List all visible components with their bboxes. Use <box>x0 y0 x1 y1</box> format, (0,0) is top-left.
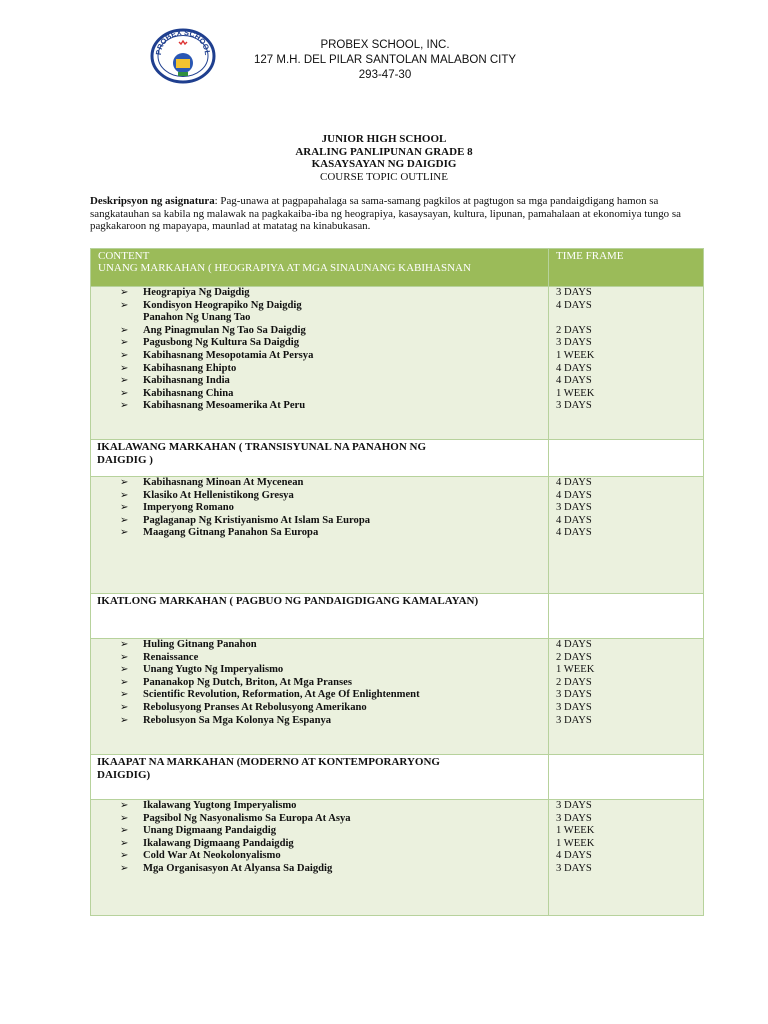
time-frame-value: 4 DAYS <box>556 299 592 311</box>
topic-text: Rebolusyon Sa Mga Kolonya Ng Espanya <box>143 714 332 726</box>
topic-item <box>91 400 548 413</box>
time-frame-value: 4 DAYS <box>556 489 592 501</box>
arrow-bullet-icon: ➢ <box>120 502 129 514</box>
topic-text: Renaissance <box>143 651 199 663</box>
topic-text: Paglaganap Ng Kristiyanismo At Islam Sa Europa <box>143 514 371 526</box>
time-frame-value: 4 DAYS <box>556 514 592 526</box>
topic-item <box>91 715 548 728</box>
q3-topics-cell <box>91 639 549 755</box>
topic-item <box>91 689 548 702</box>
heading-subject: ARALING PANLIPUNAN GRADE 8 <box>295 145 473 158</box>
topic-text: Kabihasnang Ehipto <box>143 362 237 374</box>
arrow-bullet-icon: ➢ <box>120 701 129 713</box>
topic-text: Unang Yugto Ng Imperyalismo <box>143 664 284 676</box>
arrow-bullet-icon: ➢ <box>120 812 129 824</box>
time-frame-value: 1 WEEK <box>556 837 595 849</box>
topic-text: Imperyong Romano <box>143 502 234 514</box>
q4-topics-cell <box>91 800 549 916</box>
q4-topics-row <box>91 800 704 916</box>
arrow-bullet-icon: ➢ <box>120 639 129 650</box>
topic-text: Klasiko At Hellenistikong Gresya <box>143 489 294 501</box>
arrow-bullet-icon: ➢ <box>120 349 129 361</box>
school-address: 127 M.H. DEL PILAR SANTOLAN MALABON CITY <box>253 54 517 66</box>
heading-outline: COURSE TOPIC OUTLINE <box>320 170 448 183</box>
time-frame-value: 3 DAYS <box>556 812 592 824</box>
time-frame-value: 3 DAYS <box>556 800 592 811</box>
q2-title-line1: IKALAWANG MARKAHAN ( TRANSISYUNAL NA PANAHON NG <box>97 441 427 453</box>
topic-item <box>91 850 548 863</box>
topic-text: Heograpiya Ng Daigdig <box>143 287 250 298</box>
topic-item <box>91 527 548 540</box>
topic-text: Scientific Revolution, Reformation, At Age Of Enlightenment <box>143 689 420 701</box>
q1-times-cell <box>549 287 704 440</box>
time-frame-value: 3 DAYS <box>556 862 592 874</box>
time-frame-value: 3 DAYS <box>556 502 592 514</box>
arrow-bullet-icon: ➢ <box>120 651 129 663</box>
topic-item <box>91 502 548 515</box>
topic-text: Unang Digmaang Pandaigdig <box>143 825 277 837</box>
arrow-bullet-icon: ➢ <box>120 714 129 726</box>
arrow-bullet-icon: ➢ <box>120 837 129 849</box>
topic-text: Rebolusyong Pranses At Rebolusyong Amerikano <box>143 701 367 713</box>
topic-item <box>91 300 548 313</box>
arrow-bullet-icon: ➢ <box>120 862 129 874</box>
arrow-bullet-icon: ➢ <box>120 287 129 298</box>
q4-title-empty-cell <box>549 755 704 800</box>
time-frame-value: 2 DAYS <box>556 676 592 688</box>
time-frame-value: 2 DAYS <box>556 651 592 663</box>
q4-title-cell <box>91 755 549 800</box>
topic-item <box>91 677 548 690</box>
time-frame-value: 3 DAYS <box>556 287 592 298</box>
time-frame-value: 1 WEEK <box>556 825 595 837</box>
time-frame-value: 4 DAYS <box>556 527 592 539</box>
arrow-bullet-icon: ➢ <box>120 375 129 387</box>
q4-title-line1: IKAAPAT NA MARKAHAN (MODERNO AT KONTEMPORARYONG <box>97 756 440 768</box>
arrow-bullet-icon: ➢ <box>120 527 129 539</box>
topic-text: Ikalawang Digmaang Pandaigdig <box>143 837 294 849</box>
topic-text: Maagang Gitnang Panahon Sa Europa <box>143 527 319 539</box>
topic-item <box>91 312 548 325</box>
arrow-bullet-icon: ➢ <box>120 477 129 488</box>
topic-item <box>91 639 548 652</box>
topic-text: Pagusbong Ng Kultura Sa Daigdig <box>143 337 299 349</box>
q3-topics-row <box>91 639 704 755</box>
time-frame-value: 4 DAYS <box>556 362 592 374</box>
content-header-cell <box>91 249 549 287</box>
q2-title-empty-cell <box>549 440 704 477</box>
topic-item <box>91 287 548 300</box>
topic-item <box>91 515 548 528</box>
time-frame-value: 4 DAYS <box>556 477 592 488</box>
topic-item <box>91 325 548 338</box>
school-name: PROBEX SCHOOL, INC. <box>320 39 450 51</box>
time-frame-value: 4 DAYS <box>556 375 592 387</box>
topic-text: Kabihasnang Mesoamerika At Peru <box>143 400 306 412</box>
topic-item <box>91 825 548 838</box>
q3-title-row <box>91 594 704 639</box>
q3-title: IKATLONG MARKAHAN ( PAGBUO NG PANDAIGDIGANG KAMALAYAN) <box>97 595 479 607</box>
time-frame-value: 1 WEEK <box>556 349 595 361</box>
timeframe-header: TIME FRAME <box>556 250 624 262</box>
topic-item <box>91 702 548 715</box>
topic-text: Kabihasnang China <box>143 387 234 399</box>
topic-item <box>91 664 548 677</box>
topic-text: Kondisyon Heograpiko Ng Daigdig <box>143 299 302 311</box>
heading-level: JUNIOR HIGH SCHOOL <box>321 133 447 145</box>
topic-item <box>91 838 548 851</box>
arrow-bullet-icon: ➢ <box>120 689 129 701</box>
arrow-bullet-icon: ➢ <box>120 387 129 399</box>
topic-text: Pagsibol Ng Nasyonalismo Sa Europa At Asya <box>143 812 351 824</box>
arrow-bullet-icon: ➢ <box>120 800 129 811</box>
topic-item <box>91 813 548 826</box>
topic-item <box>91 388 548 401</box>
time-frame-value <box>556 312 703 325</box>
topic-item <box>91 800 548 813</box>
course-outline-table <box>90 248 704 916</box>
topic-text: Ang Pinagmulan Ng Tao Sa Daigdig <box>143 324 306 336</box>
time-frame-value: 1 WEEK <box>556 664 595 676</box>
topic-item <box>91 350 548 363</box>
topic-item <box>91 490 548 503</box>
q2-title-cell <box>91 440 549 477</box>
arrow-bullet-icon: ➢ <box>120 362 129 374</box>
school-phone: 293-47-30 <box>358 69 412 81</box>
q3-times-cell <box>549 639 704 755</box>
q2-times-cell <box>549 477 704 594</box>
table-header-row <box>91 249 704 287</box>
q3-title-cell <box>91 594 549 639</box>
q1-topics-cell <box>91 287 549 440</box>
q3-title-empty-cell <box>549 594 704 639</box>
topic-text: Ikalawang Yugtong Imperyalismo <box>143 800 297 811</box>
q4-title-line2: DAIGDIG) <box>97 768 151 781</box>
topic-item <box>91 375 548 388</box>
description-text: : Pag-unawa at pagpapahalaga sa sama-samang pagkilos at pagtugon sa mga pandaigdigang hamon sa sangkatauhan sa kabila ng malawak na pagkakaiba-iba ng heograpiya, kasaysayan, kultura, lipunan, pamahalaan at ekonomiya tungo sa pagkakaroon ng mapayapa, maunlad at matatag na kinabukasan. <box>90 195 681 233</box>
time-frame-value: 4 DAYS <box>556 850 592 862</box>
time-frame-value: 3 DAYS <box>556 714 592 726</box>
logo-text: PROBEX SCHOOL <box>153 28 213 56</box>
topic-text: Cold War At Neokolonyalismo <box>143 850 281 862</box>
topic-text: Mga Organisasyon At Alyansa Sa Daigdig <box>143 862 333 874</box>
q2-title-row <box>91 440 704 477</box>
arrow-bullet-icon: ➢ <box>120 337 129 349</box>
topic-text: Huling Gitnang Panahon <box>143 639 257 650</box>
q4-title-row <box>91 755 704 800</box>
description-label: Deskripsyon ng asignatura <box>90 195 215 207</box>
arrow-bullet-icon: ➢ <box>120 324 129 336</box>
time-frame-value: 1 WEEK <box>556 387 595 399</box>
q1-topics-row <box>91 287 704 440</box>
topic-item <box>91 652 548 665</box>
topic-text: Kabihasnang India <box>143 375 230 387</box>
topic-item <box>91 863 548 876</box>
q2-topics-cell <box>91 477 549 594</box>
course-description <box>90 195 705 233</box>
heading-course: KASAYSAYAN NG DAIGDIG <box>311 158 457 171</box>
time-frame-value: 3 DAYS <box>556 701 592 713</box>
topic-text: Kabihasnang Mesopotamia At Persya <box>143 349 314 361</box>
topic-item <box>91 363 548 376</box>
arrow-bullet-icon: ➢ <box>120 676 129 688</box>
time-frame-value: 3 DAYS <box>556 400 592 412</box>
topic-text: Pananakop Ng Dutch, Briton, At Mga Pranses <box>143 676 352 688</box>
time-frame-value: 4 DAYS <box>556 639 592 650</box>
content-header: CONTENT <box>98 250 150 262</box>
school-info <box>0 38 768 83</box>
arrow-bullet-icon: ➢ <box>120 489 129 501</box>
arrow-bullet-icon: ➢ <box>120 514 129 526</box>
topic-text: Panahon Ng Unang Tao <box>143 312 251 324</box>
arrow-bullet-icon: ➢ <box>120 850 129 862</box>
arrow-bullet-icon: ➢ <box>120 664 129 676</box>
topic-item <box>91 337 548 350</box>
arrow-bullet-icon: ➢ <box>120 825 129 837</box>
q1-title: UNANG MARKAHAN ( HEOGRAPIYA AT MGA SINAUNANG KABIHASNAN <box>98 262 471 275</box>
timeframe-header-cell <box>549 249 704 287</box>
arrow-bullet-icon: ➢ <box>120 299 129 311</box>
topic-text: Kabihasnang Minoan At Mycenean <box>143 477 304 488</box>
time-frame-value: 3 DAYS <box>556 689 592 701</box>
time-frame-value: 2 DAYS <box>556 324 592 336</box>
document-heading <box>0 133 768 183</box>
q2-topics-row <box>91 477 704 594</box>
topic-item <box>91 477 548 490</box>
arrow-bullet-icon: ➢ <box>120 400 129 412</box>
q4-times-cell <box>549 800 704 916</box>
time-frame-value: 3 DAYS <box>556 337 592 349</box>
q2-title-line2: DAIGDIG ) <box>97 453 153 466</box>
